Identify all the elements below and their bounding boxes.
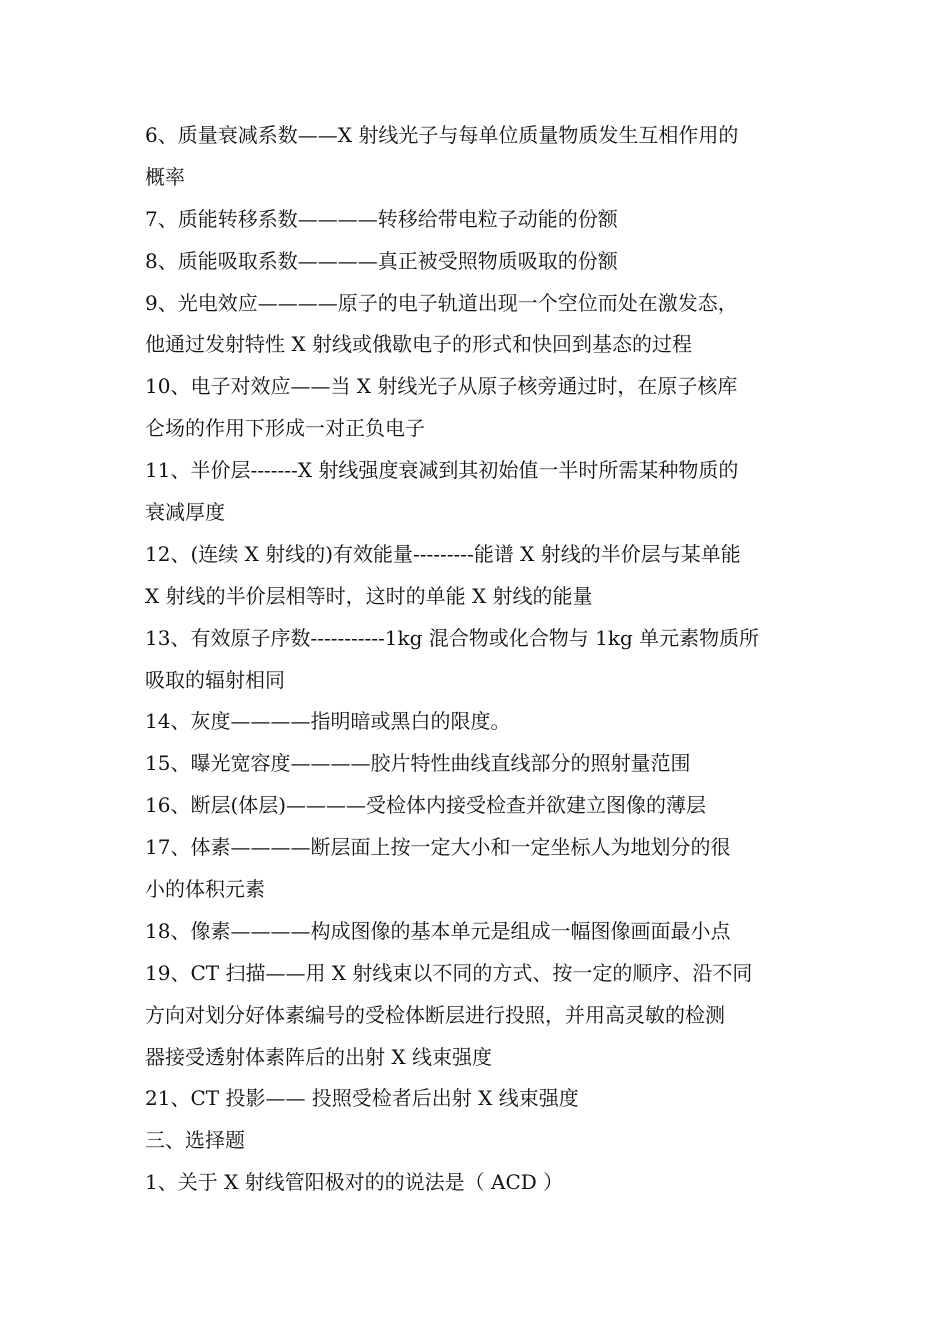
text-line: 12、(连续 X 射线的)有效能量---------能谱 X 射线的半价层与某单能	[145, 541, 741, 566]
text-line: 16、断层(体层)————受检体内接受检查并欲建立图像的薄层	[145, 793, 707, 818]
text-line: 方向对划分好体素编号的受检体断层进行投照，并用高灵敏的检测	[145, 1002, 725, 1027]
text-line: 17、体素————断层面上按一定大小和一定坐标人为地划分的很	[145, 835, 731, 860]
text-line: 他通过发射特性 X 射线或俄歇电子的形式和快回到基态的过程	[145, 332, 692, 357]
text-line: 仑场的作用下形成一对正负电子	[145, 416, 425, 441]
text-line: 8、质能吸取系数————真正被受照物质吸取的份额	[145, 248, 618, 273]
text-line: 18、像素————构成图像的基本单元是组成一幅图像画面最小点	[145, 918, 731, 943]
text-line: 衰减厚度	[145, 500, 225, 525]
text-line: 6、质量衰减系数——X 射线光子与每单位质量物质发生互相作用的	[145, 123, 739, 147]
question-line: 1、关于 X 射线管阳极对的的说法是（ ACD ）	[145, 1170, 564, 1195]
text-line: 13、有效原子序数-----------1kg 混合物或化合物与 1kg 单元素物质所	[145, 625, 760, 650]
text-line: X 射线的半价层相等时，这时的单能 X 射线的能量	[145, 583, 593, 608]
text-line: 吸取的辐射相同	[145, 667, 285, 692]
text-line: 10、电子对效应——当 X 射线光子从原子核旁通过时，在原子核库	[145, 374, 738, 399]
text-line: 11、半价层-------X 射线强度衰减到其初始值一半时所需某种物质的	[145, 458, 739, 483]
text-line: 小的体积元素	[145, 877, 265, 902]
text-line: 15、曝光宽容度————胶片特性曲线直线部分的照射量范围	[145, 751, 691, 776]
text-line: 9、光电效应————原子的电子轨道出现一个空位而处在激发态，	[145, 290, 738, 315]
text-line: 14、灰度————指明暗或黑白的限度。	[145, 709, 511, 734]
text-line: 器接受透射体素阵后的出射 X 线束强度	[145, 1044, 492, 1069]
text-line: 概率	[145, 164, 185, 189]
document-body	[145, 115, 810, 1204]
text-line: 21、CT 投影—— 投照受检者后出射 X 线束强度	[145, 1086, 579, 1111]
section-heading: 三、选择题	[145, 1128, 245, 1153]
text-line: 7、质能转移系数————转移给带电粒子动能的份额	[145, 206, 618, 231]
text-line: 19、CT 扫描——用 X 射线束以不同的方式、按一定的顺序、沿不同	[145, 960, 753, 985]
